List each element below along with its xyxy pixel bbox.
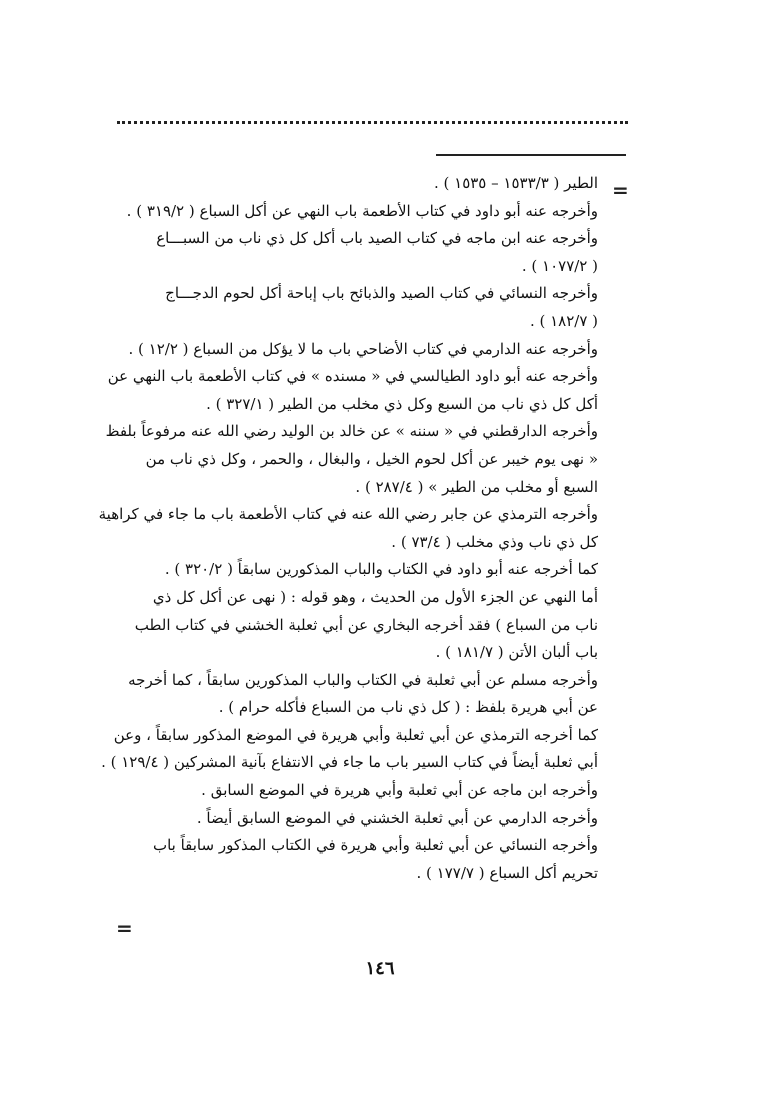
continuation-mark-top: = — [612, 178, 629, 202]
footnote-line: السبع أو مخلب من الطير » ( ٢٨٧/٤ ) . — [355, 477, 598, 496]
footnote-line: عن أبي هريرة بلفظ : ( كل ذي ناب من السباع فأكله حرام ) . — [218, 698, 598, 717]
footnote-line: كما أخرجه عنه أبو داود في الكتاب والباب المذكورين سابقاً ( ٣٢٠/٢ ) . — [164, 560, 598, 579]
footnote-line: ناب من السباع ) فقد أخرجه البخاري عن أبي ثعلبة الخشني في كتاب الطب — [134, 615, 598, 634]
footnote-line: تحريم أكل السباع ( ١٧٧/٧ ) . — [416, 863, 598, 882]
footnote-line: وأخرجه عنه أبو داود الطيالسي في « مسنده » في كتاب الأطعمة باب النهي عن — [107, 367, 598, 386]
footnote-line: باب ألبان الأتن ( ١٨١/٧ ) . — [435, 643, 598, 662]
footnote-line: وأخرجه عنه الدارمي في كتاب الأضاحي باب ما لا يؤكل من السباع ( ١٢/٢ ) . — [128, 339, 598, 358]
footnote-line: كما أخرجه الترمذي عن أبي ثعلبة وأبي هريرة في الموضع المذكور سابقاً ، وعن — [113, 725, 598, 744]
footnote-line: وأخرجه النسائي عن أبي ثعلبة وأبي هريرة في الكتاب المذكور سابقاً باب — [152, 836, 598, 855]
footnote-line: « نهى يوم خيبر عن أكل لحوم الخيل ، والبغال ، والحمر ، وكل ذي ناب من — [145, 449, 598, 468]
footnote-line: وأخرجه ابن ماجه عن أبي ثعلبة وأبي هريرة في الموضع السابق . — [201, 781, 598, 800]
footnote-line: وأخرجه عنه أبو داود في كتاب الأطعمة باب النهي عن أكل السباع ( ٣١٩/٢ ) . — [126, 201, 598, 220]
footnote-line: وأخرجه مسلم عن أبي ثعلبة في الكتاب والباب المذكورين سابقاً ، كما أخرجه — [128, 670, 598, 689]
footnote-line: وأخرجه الدارقطني في « سننه » عن خالد بن الوليد رضي الله عنه مرفوعاً بلفظ — [105, 422, 598, 441]
footnote-line: ( ١٠٧٧/٢ ) . — [521, 256, 598, 275]
footnote-text — [98, 170, 598, 887]
footnote-line: وأخرجه النسائي في كتاب الصيد والذبائح باب إباحة أكل لحوم الدجـــاج — [165, 284, 598, 303]
footnote-line: أبي ثعلبة أيضاً في كتاب السير باب ما جاء في الانتفاع بآنية المشركين ( ١٢٩/٤ ) . — [101, 753, 598, 772]
footnote-line: أكل كل ذي ناب من السبع وكل ذي مخلب من الطير ( ٣٢٧/١ ) . — [206, 394, 598, 413]
footnote-rule — [436, 154, 626, 156]
footnote-line: ( ١٨٢/٧ ) . — [529, 311, 598, 330]
footnote-line: كل ذي ناب وذي مخلب ( ٧٣/٤ ) . — [391, 532, 598, 551]
footnote-line: وأخرجه الترمذي عن جابر رضي الله عنه في كتاب الأطعمة باب ما جاء في كراهية — [98, 505, 598, 524]
footnote-line: الطير ( ١٥٣٣/٣ – ١٥٣٥ ) . — [433, 174, 598, 192]
page-number: ١٤٦ — [365, 958, 395, 979]
footnote-line: أما النهي عن الجزء الأول من الحديث ، وهو قوله : ( نهى عن أكل كل ذي — [152, 587, 598, 606]
footnote-line: وأخرجه الدارمي عن أبي ثعلبة الخشني في الموضع السابق أيضاً . — [196, 808, 598, 827]
continuation-mark-bottom: = — [116, 916, 133, 940]
dotted-separator — [117, 121, 628, 124]
footnote-line: وأخرجه عنه ابن ماجه في كتاب الصيد باب أكل كل ذي ناب من السبـــاع — [156, 229, 598, 248]
